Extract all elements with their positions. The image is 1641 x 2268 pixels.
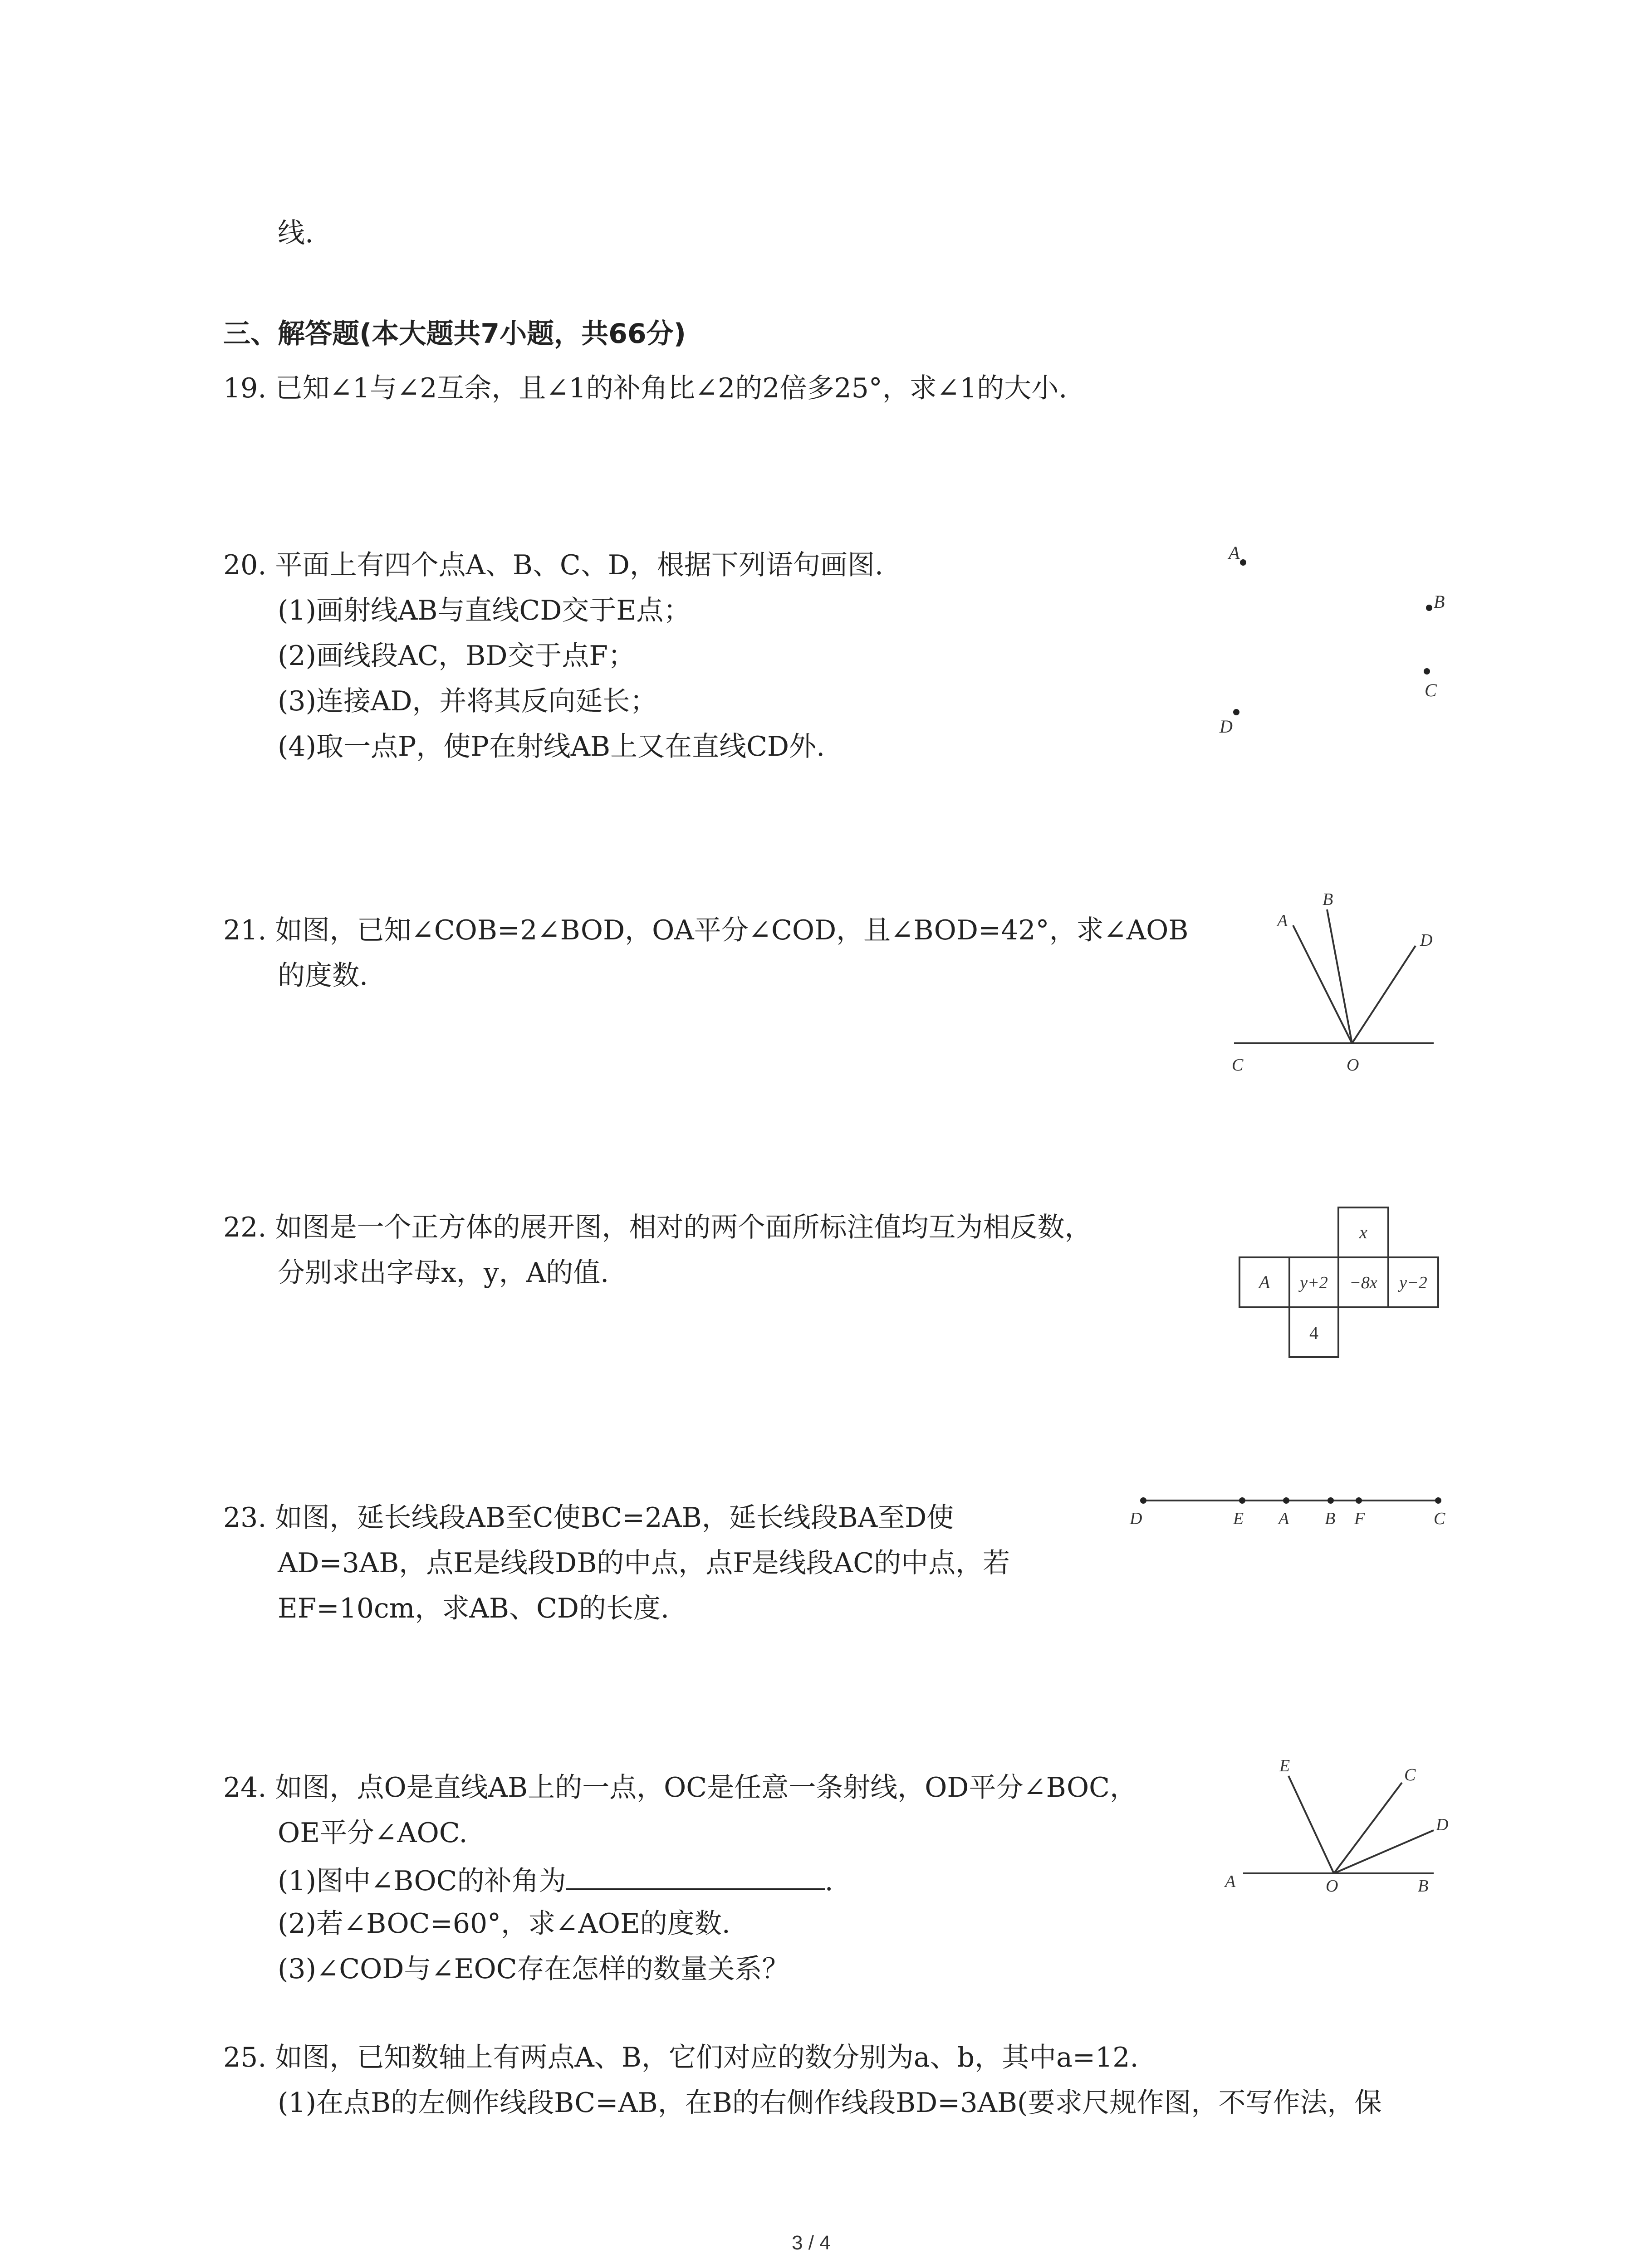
question-22-line: 分别求出字母x，y，A的值. <box>278 1257 609 1289</box>
q24-label-d: D <box>1436 1815 1449 1834</box>
question-24-item-1 <box>278 1862 833 1897</box>
q23-label-d: D <box>1130 1509 1142 1528</box>
q20-figure <box>1202 535 1484 753</box>
q20-label-d: D <box>1220 716 1233 737</box>
question-24-line: 24. 如图，点O是直线AB上的一点，OC是任意一条射线，OD平分∠BOC， <box>223 1772 1137 1804</box>
question-23-line: AD=3AB，点E是线段DB的中点，点F是线段AC的中点，若 <box>278 1547 1010 1579</box>
question-21-line: 21. 如图，已知∠COB=2∠BOD，OA平分∠COD，且∠BOD=42°，求∠AOB <box>223 914 1189 946</box>
q24-figure <box>1220 1751 1474 1905</box>
q23-label-f: F <box>1354 1509 1365 1528</box>
q24-label-c: C <box>1404 1765 1416 1784</box>
cell-minus-8x: −8x <box>1349 1273 1377 1292</box>
cell-four: 4 <box>1309 1323 1318 1343</box>
q18-tail: 线. <box>278 217 314 249</box>
question-23-line: EF=10cm，求AB、CD的长度. <box>278 1593 670 1624</box>
q24-label-a: A <box>1225 1872 1236 1891</box>
q21-label-o: O <box>1347 1056 1359 1075</box>
question-23-line: 23. 如图，延长线段AB至C使BC=2AB，延长线段BA至D使 <box>223 1502 954 1534</box>
q22-cube-net <box>1239 1207 1447 1370</box>
cell-a: A <box>1259 1272 1270 1292</box>
q20-label-c: C <box>1425 680 1437 700</box>
q21-label-b: B <box>1323 890 1333 909</box>
question-20-stem: 20. 平面上有四个点A、B、C、D，根据下列语句画图. <box>223 549 883 581</box>
question-20-item: (1)画射线AB与直线CD交于E点； <box>278 595 691 626</box>
q20-label-b: B <box>1434 591 1445 612</box>
cell-y-plus-2: y+2 <box>1300 1273 1328 1292</box>
q21-label-c: C <box>1232 1056 1244 1075</box>
question-24-line: OE平分∠AOC. <box>278 1817 468 1849</box>
q23-figure <box>1125 1479 1470 1533</box>
question-24-item-2: (2)若∠BOC=60°，求∠AOE的度数. <box>278 1908 730 1940</box>
q21-figure <box>1220 889 1474 1080</box>
q24-item1-text: (1)图中∠BOC的补角为 <box>278 1865 566 1897</box>
q24-label-b: B <box>1418 1877 1429 1896</box>
question-24-item-3: (3)∠COD与∠EOC存在怎样的数量关系？ <box>278 1953 789 1985</box>
q21-label-a: A <box>1277 911 1288 930</box>
q24-label-e: E <box>1279 1756 1290 1775</box>
q24-item1-end: . <box>824 1865 833 1897</box>
q23-label-e: E <box>1233 1509 1244 1528</box>
answer-blank[interactable] <box>566 1862 825 1890</box>
question-19: 19. 已知∠1与∠2互余，且∠1的补角比∠2的2倍多25°，求∠1的大小. <box>223 372 1068 404</box>
q23-label-c: C <box>1434 1509 1445 1528</box>
q20-label-a: A <box>1229 543 1240 563</box>
question-20-item: (4)取一点P，使P在射线AB上又在直线CD外. <box>278 731 825 763</box>
q23-label-a: A <box>1279 1509 1289 1528</box>
question-22-line: 22. 如图是一个正方体的展开图，相对的两个面所标注值均互为相反数， <box>223 1212 1092 1243</box>
cell-y-minus-2: y−2 <box>1399 1273 1427 1292</box>
question-25-line: 25. 如图，已知数轴上有两点A、B，它们对应的数分别为a、b，其中a=12. <box>223 2042 1139 2073</box>
section-heading: 三、解答题(本大题共7小题，共66分) <box>223 318 686 350</box>
page-number: 3 / 4 <box>792 2232 831 2254</box>
question-25-line: (1)在点B的左侧作线段BC=AB，在B的右侧作线段BD=3AB(要求尺规作图，不写作法，保 <box>278 2087 1382 2119</box>
cell-top: x <box>1359 1222 1367 1242</box>
question-20-item: (2)画线段AC，BD交于点F； <box>278 640 636 672</box>
q24-label-o: O <box>1326 1877 1338 1896</box>
q23-label-b: B <box>1325 1509 1336 1528</box>
question-20-item: (3)连接AD，并将其反向延长； <box>278 685 657 717</box>
q21-label-d: D <box>1420 931 1433 950</box>
question-21-line: 的度数. <box>278 960 368 992</box>
